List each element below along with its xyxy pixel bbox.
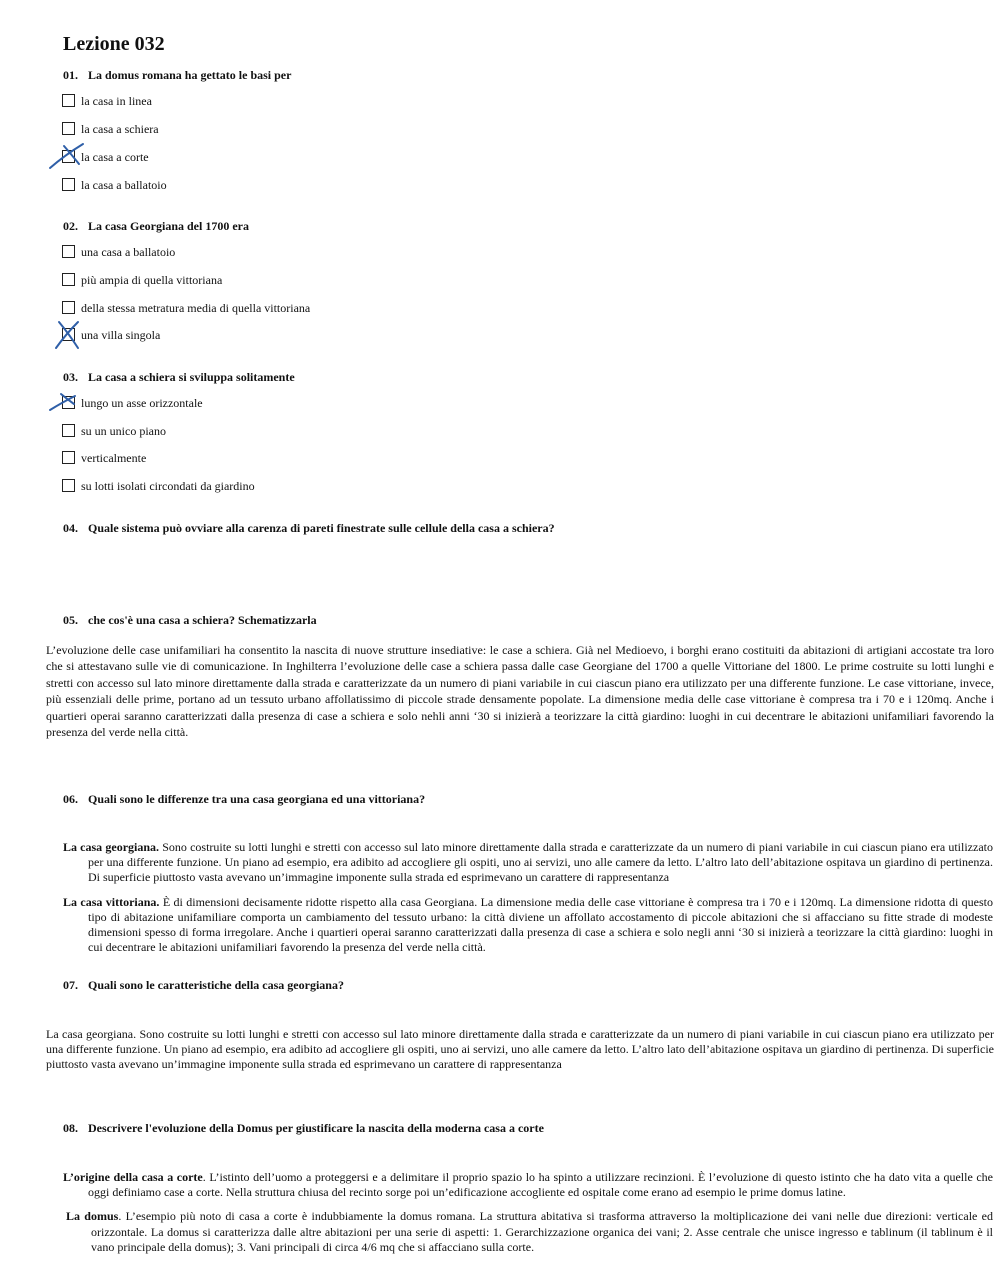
answer-definitions: [63, 840, 993, 964]
option-label: la casa a corte: [81, 150, 149, 164]
question-02: [63, 219, 249, 234]
checkbox[interactable]: [62, 245, 75, 258]
option-label: una villa singola: [81, 328, 161, 342]
checkbox[interactable]: [62, 94, 75, 107]
option-label: verticalmente: [81, 451, 147, 465]
option-label: una casa a ballatoio: [81, 245, 176, 259]
definition-item: [63, 840, 993, 886]
definition-item: [63, 1170, 993, 1200]
question-number: 02.: [63, 219, 78, 233]
checkbox[interactable]: [62, 273, 75, 286]
option-label: la casa a schiera: [81, 122, 159, 136]
question-text: Quale sistema può ovviare alla carenza di pareti finestrate sulle cellule della casa a schiera?: [88, 521, 555, 535]
definition-body: . L’esempio più noto di casa a corte è indubbiamente la domus romana. La struttura abitativa si trasforma attraverso la moltiplicazione dei vani nelle due direzioni: verticale ed orizzontale. La domus si caratterizza dalle altre abitazioni per una serie di aspetti: 1. Gerarchizzazione organica dei vani; 2. Asse centrale che unisce ingresso e tablinum (il tablinum è il vano principale della domus); 3. Vani principali di circa 4/6 mq che si affacciano sulla corte.: [91, 1209, 993, 1254]
checkbox[interactable]: [62, 301, 75, 314]
question-01: [63, 68, 291, 83]
question-text: che cos'è una casa a schiera? Schematizzarla: [88, 613, 317, 627]
question-text: La casa Georgiana del 1700 era: [88, 219, 249, 233]
question-text: La domus romana ha gettato le basi per: [88, 68, 292, 82]
question-number: 04.: [63, 521, 78, 535]
definition-term: La casa vittoriana.: [63, 894, 160, 909]
question-04: [63, 521, 555, 536]
option-label: la casa in linea: [81, 94, 152, 108]
definition-term: L’origine della casa a corte: [63, 1170, 203, 1184]
question-number: 01.: [63, 68, 78, 82]
question-06: [63, 792, 425, 807]
definition-item: [63, 895, 993, 956]
handwritten-check-mark-icon: [47, 386, 91, 422]
option-label: su un unico piano: [81, 424, 166, 438]
question-05: [63, 613, 317, 628]
handwritten-check-mark-icon: [47, 140, 91, 176]
question-03: [63, 370, 295, 385]
definition-term: La domus: [66, 1209, 119, 1224]
definition-body: . L’istinto dell’uomo a proteggersi e a delimitare il proprio spazio lo ha spinto a utilizzare recinzioni. È l’evoluzione di questo istinto che ha dato vita a quelle che oggi definiamo case a corte. Nella struttura chiusa del recinto sorge poi un’edificazione accogliente ed ospitale come erano ad esempio le prime domus latine.: [88, 1170, 994, 1200]
question-text: Quali sono le differenze tra una casa georgiana ed una vittoriana?: [88, 792, 426, 806]
question-number: 07.: [63, 978, 78, 992]
checkbox[interactable]: [62, 479, 75, 492]
option-label: su lotti isolati circondati da giardino: [81, 479, 255, 493]
checkbox[interactable]: [62, 451, 75, 464]
checkbox[interactable]: [62, 424, 75, 437]
definition-item: [63, 1209, 993, 1255]
option-label: lungo un asse orizzontale: [81, 396, 203, 410]
definition-body: Sono costruite su lotti lunghi e stretti con accesso sul lato minore direttamente dalla strada e caratterizzate da un numero di piani variabile in cui ciascun piano era utilizzato per una differente funzione. Un piano ad esempio, era adibito ad accogliere gli ospiti, uno ai servizi, uno alle camere da letto. L’altro lato dell’abitazione ospitava un giardino di pertinenza. Di superficie piuttosto vasta avevano un’immagine imponente sulla strada ed esprimevano un carattere di rappresentanza: [88, 840, 993, 885]
checkbox[interactable]: [62, 178, 75, 191]
answer-paragraph: La casa georgiana. Sono costruite su lotti lunghi e stretti con accesso sul lato minore direttamente dalla strada e caratterizzate da un numero di piani variabile in cui ciascun piano era utilizzato per una differente funzione. Un piano ad esempio, era adibito ad accogliere gli ospiti, uno ai servizi, uno alle camere da letto. L’altro lato dell’abitazione ospitava un giardino di pertinenza. Di superficie piuttosto vasta avevano un’immagine imponente sulla strada ed esprimevano un carattere di rappresentanza: [46, 1027, 994, 1071]
question-number: 05.: [63, 613, 78, 627]
question-number: 03.: [63, 370, 78, 384]
checkbox[interactable]: [62, 122, 75, 135]
answer-definitions: [63, 1170, 993, 1264]
option-label: la casa a ballatoio: [81, 178, 167, 192]
option-label: della stessa metratura media di quella vittoriana: [81, 301, 311, 315]
answer-paragraph: L’evoluzione delle case unifamiliari ha consentito la nascita di nuove strutture insediative: le case a schiera. Già nel Medioevo, i borghi erano costituiti da abitazioni di artigiani accostate tra loro che si attestavano sulle vie di comunicazione. In Inghilterra l’evoluzione delle case a schiera passa dalle case Georgiane del 1700 a quelle Vittoriane del 1800. Le prime costruite su lotti lunghi e stretti con accesso sul lato minore direttamente dalla strada e caratterizzate da un numero di piani variabile in cui ciascun piano era utilizzato per una differente funzione. Le case vittoriane, invece, più essenziali delle prime, portano ad un tessuto urbano affollatissimo di piccole strade densamente popolate. La dimensione media delle case vittoriane è compresa tra i 70 e i 120mq. Anche i quartieri operai saranno caratterizzati dalla presenza di case a schiera e solo nehli anni ‘30 si inizierà a teorizzare la città giardino: luoghi in cui decentrare le abitazioni unifamiliari favorendo la presenza del verde nella città.: [46, 643, 994, 740]
option-label: più ampia di quella vittoriana: [81, 273, 223, 287]
question-08: [63, 1121, 544, 1136]
lesson-title: Lezione 032: [63, 33, 165, 55]
question-text: Quali sono le caratteristiche della casa georgiana?: [88, 978, 344, 992]
question-number: 06.: [63, 792, 78, 806]
question-07: [63, 978, 344, 993]
handwritten-check-mark-icon: [47, 318, 91, 354]
question-number: 08.: [63, 1121, 78, 1135]
definition-body: È di dimensioni decisamente ridotte rispetto alla casa Georgiana. La dimensione media delle case vittoriane è compresa tra i 70 e i 120mq. La dimensione ridotta di questo tipo di abitazione unifamiliare comporta un cambiamento del tessuto urbano: la città diviene un affollato accostamento di piccole abitazioni che si affacciano su fitte strade di modeste dimensioni spesso di forma irregolare. Anche i quartieri operai saranno caratterizzati dalla presenza di case a schiera e solo negli anni ‘30 si inizierà a teorizzare la città giardino: luoghi in cui decentrare le abitazioni unifamiliari favorendo la presenza del verde nella città.: [88, 894, 993, 955]
definition-term: La casa georgiana.: [63, 840, 160, 854]
question-text: La casa a schiera si sviluppa solitamente: [88, 370, 295, 384]
question-text: Descrivere l'evoluzione della Domus per giustificare la nascita della moderna casa a corte: [88, 1121, 544, 1135]
